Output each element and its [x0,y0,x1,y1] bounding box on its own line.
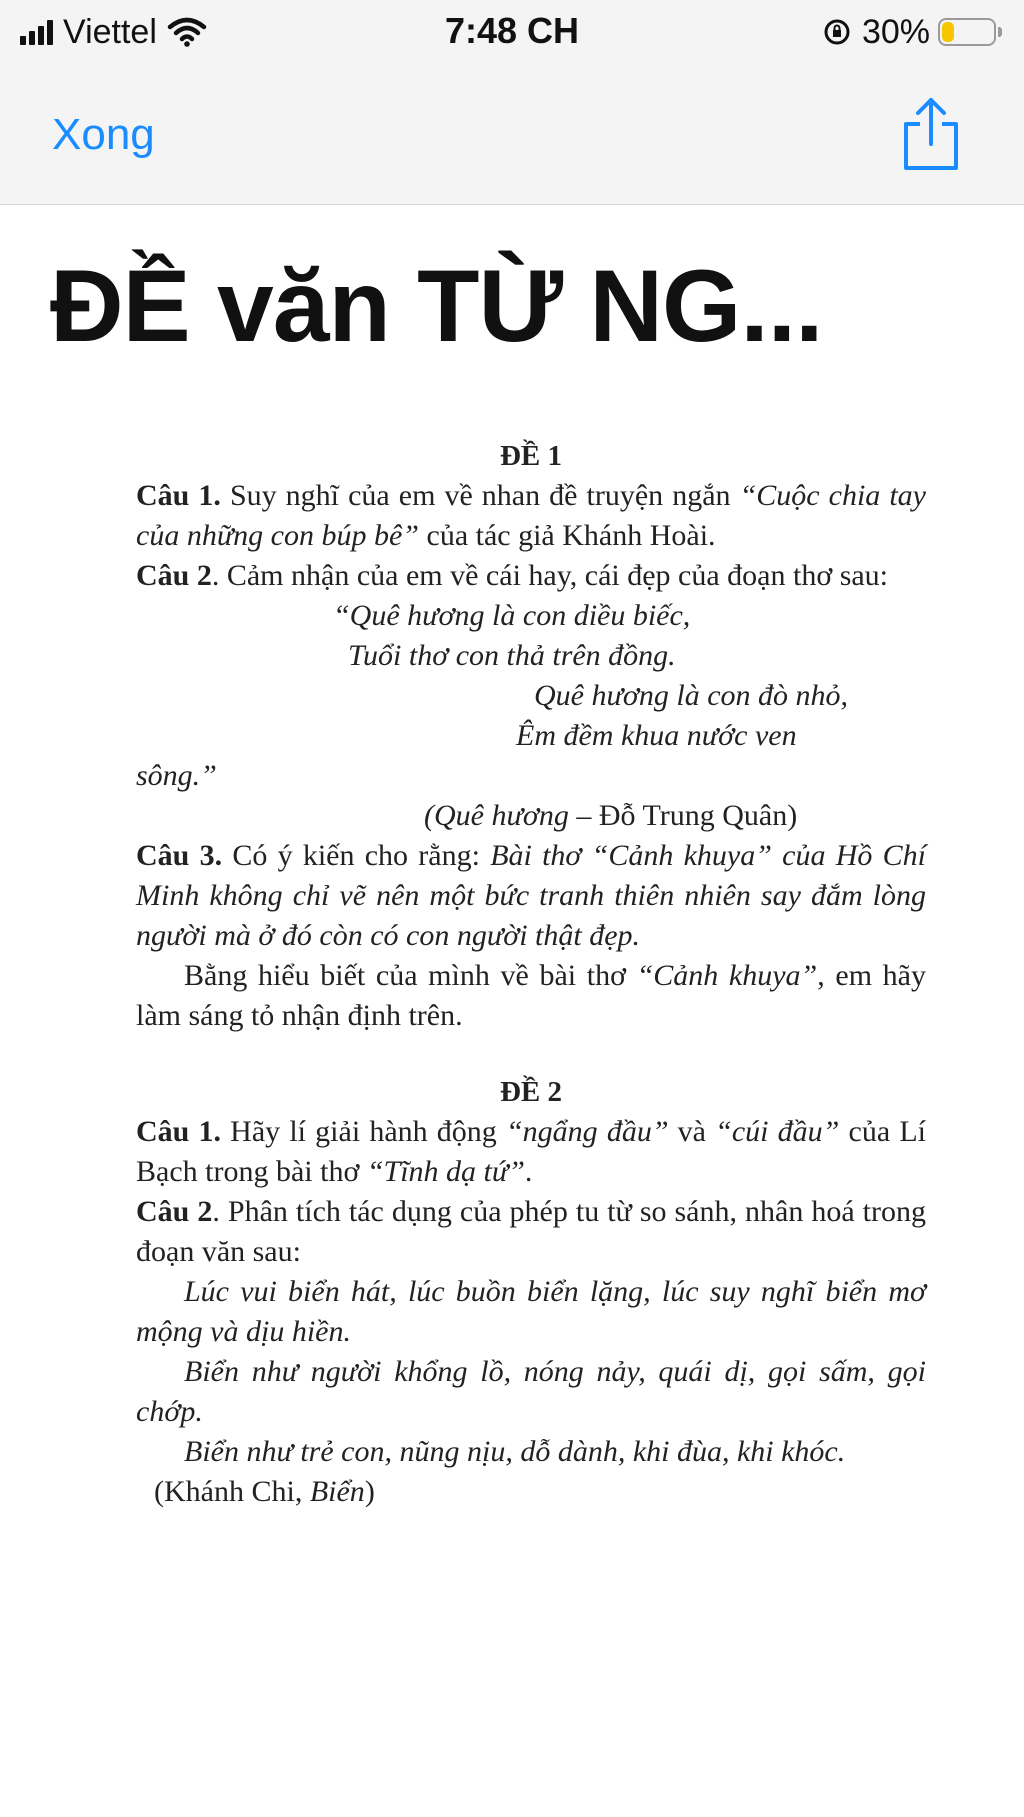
poem-source-title: (Quê hương [424,799,569,832]
share-icon [896,94,966,174]
status-time: 7:48 CH [444,10,580,51]
passage-line: Biển như người khổng lồ, nóng nảy, quái dị, gọi sấm, gọi chớp. [136,1355,926,1428]
battery-percent: 30% [861,12,930,51]
question-text: của Lí Bạch trong bài thơ [136,1115,926,1188]
section-heading-1: ĐỀ 1 [499,440,563,472]
question-text: , em hãy làm sáng tỏ nhận định trên. [136,959,926,1032]
share-button[interactable] [896,94,966,174]
document-title: ĐỀ văn TỪ NG... [50,249,823,363]
question-text-italic: “Cảnh khuya” [636,959,818,992]
question-text: . Cảm nhận của em về cái hay, cái đẹp của đoạn thơ sau: [211,559,889,592]
poem-line: Quê hương là con đò nhỏ, [534,679,849,712]
done-button[interactable]: Xong [52,110,155,159]
question-2-1 [136,1112,926,1192]
section-heading-2: ĐỀ 2 [499,1076,563,1108]
rotation-lock-icon [822,17,852,47]
poem-line: Êm đềm khua nước ven [516,719,797,752]
question-1-1 [136,476,926,556]
poem-source-author: – Đỗ Trung Quân) [568,799,798,832]
poem-line: Tuổi thơ con thả trên đồng. [348,639,676,672]
question-1-3 [136,836,926,956]
passage-source-author: (Khánh Chi, [154,1475,310,1508]
poem-source [136,796,926,836]
status-bar [0,0,1024,66]
question-label: Câu 2 [136,559,212,592]
passage-source [136,1472,926,1512]
question-label: Câu 2 [136,1195,213,1228]
document-body [136,436,926,1512]
passage-source-title: Biển [309,1475,365,1508]
passage-line: Biển như trẻ con, nũng nịu, dỗ dành, khi đùa, khi khóc. [184,1435,846,1468]
question-label: Câu 3. [136,839,223,872]
question-text: Hãy lí giải hành động [221,1115,506,1148]
question-text: . Phân tích tác dụng của phép tu từ so sánh, nhân hoá trong đoạn văn sau: [136,1195,926,1268]
poem-line: “Quê hương là con diều biếc, [333,599,691,632]
question-text: Bằng hiểu biết của mình về bài thơ [184,959,637,992]
question-text-italic: “cúi đầu” [715,1115,840,1148]
question-text: . [524,1155,533,1188]
poem-line: sông.” [136,759,217,792]
navigation-bar [0,66,1024,205]
question-text: Có ý kiến cho rằng: [222,839,491,872]
question-label: Câu 1. [136,1115,222,1148]
battery-icon [938,18,996,46]
question-text-italic: “ngẩng đầu” [505,1115,669,1148]
question-1-2 [136,556,926,596]
question-text-italic: “Tĩnh dạ tứ” [366,1155,525,1188]
question-2-2 [136,1192,926,1272]
carrier-name: Viettel [63,12,157,51]
question-label: Câu 1. [136,479,221,512]
question-text: và [668,1115,716,1148]
question-text-italic: Bài thơ “Cảnh khuya” của Hồ Chí Minh không chỉ vẽ nên một bức tranh thiên nhiên say đắm lòng người mà ở đó còn có con người thật đẹp. [136,839,926,952]
question-1-3-follow [136,956,926,1036]
battery-fill [942,22,954,42]
status-right [822,12,1002,52]
battery-tip [998,27,1002,37]
question-text-italic: “Cuộc chia tay của những con búp bê” [136,479,927,552]
passage-line: Lúc vui biển hát, lúc buồn biển lặng, lúc suy nghĩ biển mơ mộng và dịu hiền. [136,1275,926,1348]
question-text: của tác giả Khánh Hoài. [419,519,716,552]
question-text: Suy nghĩ của em về nhan đề truyện ngắn [220,479,740,512]
passage-source-close: ) [364,1475,375,1508]
